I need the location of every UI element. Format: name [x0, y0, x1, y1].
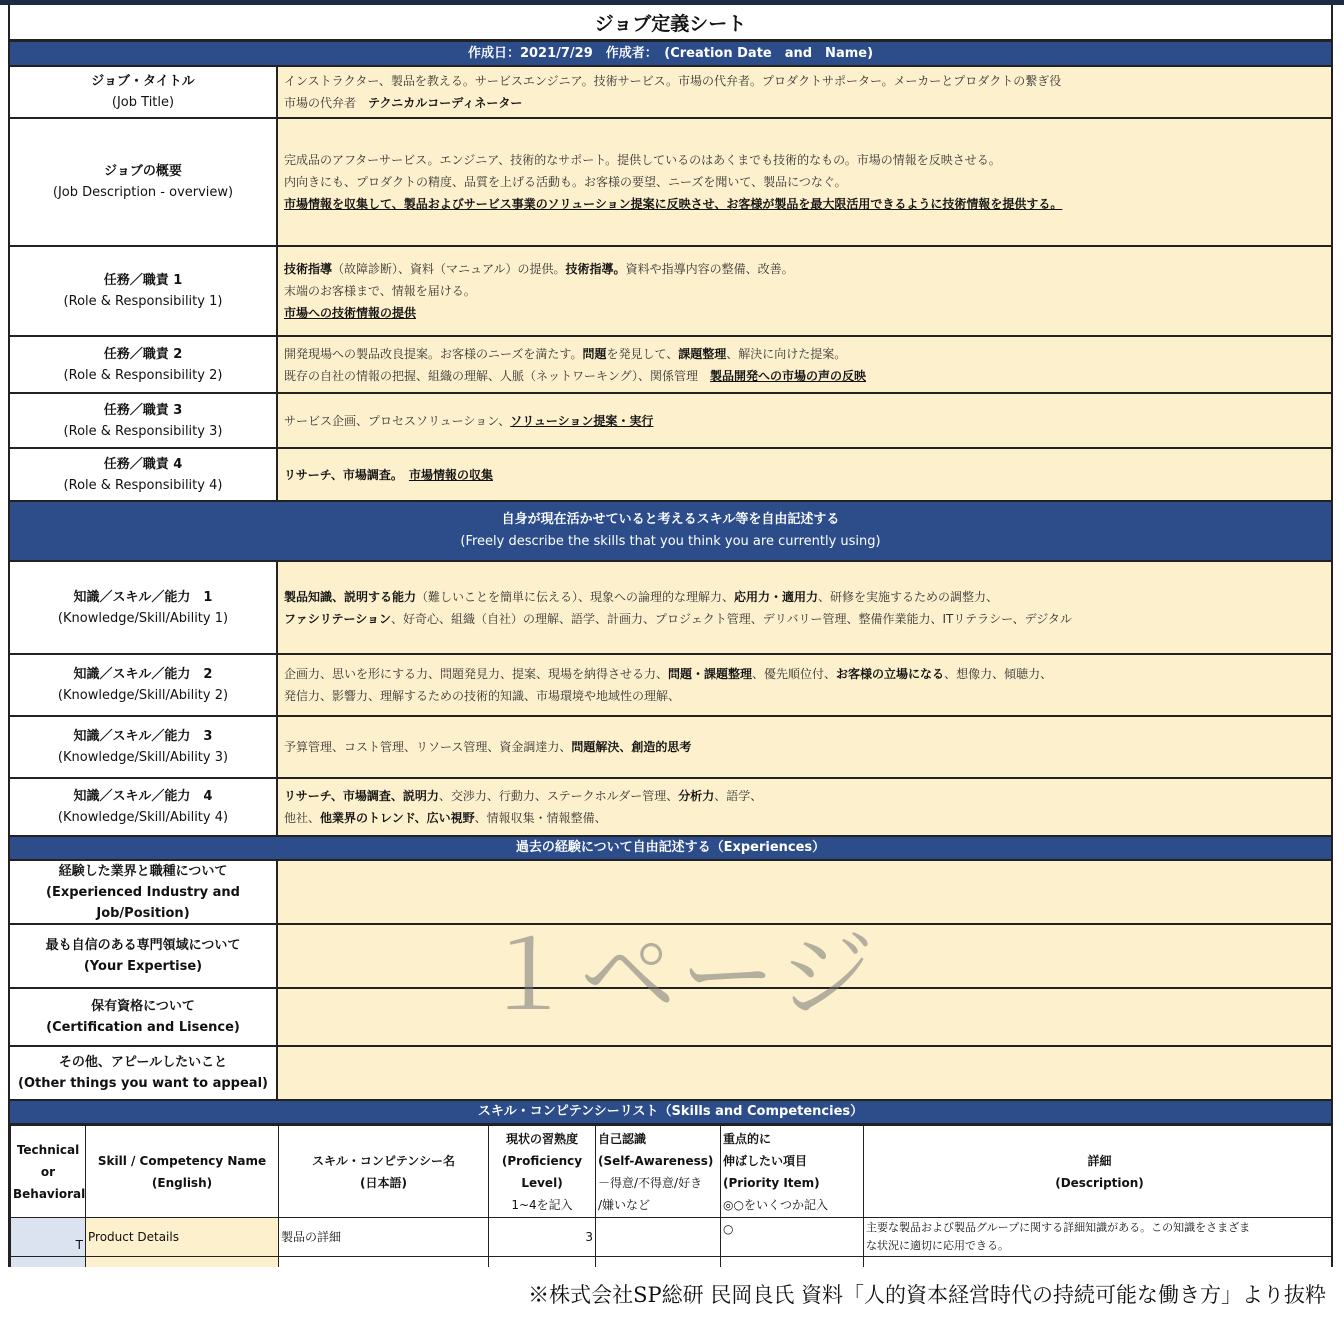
header-description: 詳細 (Description) — [864, 1126, 1334, 1218]
job-title-value[interactable] — [278, 67, 1331, 117]
expertise-row — [10, 925, 1331, 989]
header-skill-en: Skill / Competency Name (English) — [86, 1126, 279, 1218]
sheet-title: ジョブ定義シート — [10, 5, 1331, 42]
certification-value[interactable] — [278, 989, 1331, 1045]
role-2-value[interactable]: 開発現場への製品改良提案。お客様のニーズを満たす。問題を発見して、課題整理、解決に向けた提案。 既存の自社の情報の把握、組織の理解、人脈（ネットワーキング）、関係管理 製品開発への市場の声の反映 — [278, 337, 1331, 392]
ksa-1-value[interactable]: 製品知識、説明する能力（難しいことを簡単に伝える）、現象への論理的な理解力、応用力・適用力、研修を実施するための調整力、 ファシリテーション、好奇心、組織（自社）の理解、語学、計画力、プロジェクト管理、デリバリー管理、整備作業能力、ITリテラシー、デジタル — [278, 562, 1331, 653]
cell-description[interactable]: 主要な製品および製品グループに関する詳細知識がある。この知識をさまざま な状況に適切に応用できる。 — [864, 1218, 1334, 1257]
cell-self-awareness[interactable] — [596, 1257, 721, 1268]
certification-label: 保有資格について (Certification and Lisence) — [10, 989, 278, 1045]
ksa-3-label: 知識／スキル／能力 3 (Knowledge/Skill/Ability 3) — [10, 717, 278, 777]
header-self-awareness: 自己認識 (Self-Awareness) －得意/不得意/好き /嫌いなど — [596, 1126, 721, 1218]
appeal-label: その他、アピールしたいこと (Other things you want to appeal) — [10, 1047, 278, 1099]
ksa-2-label: 知識／スキル／能力 2 (Knowledge/Skill/Ability 2) — [10, 655, 278, 715]
role-1-row — [10, 247, 1331, 337]
role-2-row — [10, 337, 1331, 394]
cell-type[interactable] — [11, 1257, 86, 1268]
creation-date-band — [10, 42, 1331, 67]
header-type: Technical or Behavioral — [11, 1126, 86, 1218]
ksa-4-label: 知識／スキル／能力 4 (Knowledge/Skill/Ability 4) — [10, 779, 278, 835]
ksa-2-row — [10, 655, 1331, 717]
ksa-3-value[interactable]: 予算管理、コスト管理、リソース管理、資金調達力、問題解決、創造的思考 — [278, 717, 1331, 777]
cell-skill-en[interactable] — [86, 1257, 279, 1268]
cell-priority[interactable] — [721, 1257, 864, 1268]
source-footnote: ※株式会社SP総研 民岡良氏 資料「人的資本経営時代の持続可能な働き方」より抜粋 — [528, 1283, 1326, 1307]
job-title-line-2: 市場の代弁者 テクニカルコーディネーター — [284, 96, 523, 110]
cell-level[interactable] — [489, 1257, 596, 1268]
label-en: (Job Title) — [111, 95, 175, 110]
role-1-label: 任務／職責 1 (Role & Responsibility 1) — [10, 247, 278, 335]
role-3-row — [10, 394, 1331, 449]
role-4-row — [10, 449, 1331, 502]
cell-skill-ja[interactable]: 製品の詳細 — [279, 1218, 489, 1257]
ksa-3-row — [10, 717, 1331, 779]
role-4-label: 任務／職責 4 (Role & Responsibility 4) — [10, 449, 278, 500]
cell-type[interactable]: T — [11, 1218, 86, 1257]
certification-row — [10, 989, 1331, 1047]
cell-level[interactable]: 3 — [489, 1218, 596, 1257]
cell-skill-en[interactable]: Product Details — [86, 1218, 279, 1257]
cell-skill-ja[interactable] — [279, 1257, 489, 1268]
experience-industry-value[interactable] — [278, 861, 1331, 923]
ksa-4-value[interactable]: リサーチ、市場調査、説明力、交渉力、行動力、ステークホルダー管理、分析力、語学、 他社、他業界のトレンド、広い視野、情報収集・情報整備、 — [278, 779, 1331, 835]
header-skill-ja: スキル・コンピテンシー名 (日本語) — [279, 1126, 489, 1218]
ksa-1-label: 知識／スキル／能力 1 (Knowledge/Skill/Ability 1) — [10, 562, 278, 653]
creation-date-text: 作成日：2021/7/29 作成者： (Creation Date and Name) — [467, 45, 874, 61]
overview-value[interactable]: 完成品のアフターサービス。エンジニア、技術的なサポート。提供しているのはあくまでも技術的なもの。市場の情報を反映させる。 内向きにも、プロダクトの精度、品質を上げる活動も。お客様の要望、ニーズを聞いて、製品につなぐ。 市場情報を収集して、製品およびサービス事業のソリューション提案に反映させ、お客様が製品を最大限活用できるように技術情報を提供する。 — [278, 119, 1331, 245]
ksa-1-row — [10, 562, 1331, 655]
role-3-value[interactable]: サービス企画、プロセスソリューション、ソリューション提案・実行 — [278, 394, 1331, 447]
cell-self-awareness[interactable] — [596, 1218, 721, 1257]
cell-description[interactable] — [864, 1257, 1334, 1268]
header-proficiency: 現状の習熟度 (Proficiency Level) 1~4を記入 — [489, 1126, 596, 1218]
job-title-row — [10, 67, 1331, 119]
role-1-value[interactable]: 技術指導（故障診断）、資料（マニュアル）の提供。技術指導。資料や指導内容の整備、改善。 末端のお客様まで、情報を届ける。 市場への技術情報の提供 — [278, 247, 1331, 335]
header-priority: 重点的に 伸ばしたい項目 (Priority Item) ◎○をいくつか記入 — [721, 1126, 864, 1218]
label-ja: ジョブ・タイトル — [91, 74, 195, 89]
role-4-value[interactable]: リサーチ、市場調査。 市場情報の収集 — [278, 449, 1331, 500]
table-header-row — [11, 1126, 1334, 1218]
experiences-band: 過去の経験について自由記述する（Experiences） — [10, 837, 1331, 861]
appeal-value[interactable] — [278, 1047, 1331, 1099]
skills-free-band: 自身が現在活かせていると考えるスキル等を自由記述する (Freely describe the skills that you think you are currently using) — [10, 502, 1331, 562]
page-watermark: １ページ — [480, 920, 879, 1032]
job-title-line-1: インストラクター、製品を教える。サービスエンジニア。技術サービス。市場の代弁者。プロダクトサポーター。メーカーとプロダクトの繋ぎ役 — [284, 74, 1062, 88]
experience-industry-label: 経験した業界と職種について (Experienced Industry and Job/Position) — [10, 861, 278, 923]
cell-priority[interactable]: ○ — [721, 1218, 864, 1257]
skills-competencies-band: スキル・コンピテンシーリスト（Skills and Competencies） — [10, 1101, 1331, 1125]
overview-label: ジョブの概要 (Job Description - overview) — [10, 119, 278, 245]
expertise-value[interactable] — [278, 925, 1331, 987]
ksa-2-value[interactable]: 企画力、思いを形にする力、問題発見力、提案、現場を納得させる力、問題・課題整理、優先順位付、お客様の立場になる、想像力、傾聴力、 発信力、影響力、理解するための技術的知識、市場環境や地域性の理解、 — [278, 655, 1331, 715]
table-row — [11, 1257, 1334, 1268]
role-3-label: 任務／職責 3 (Role & Responsibility 3) — [10, 394, 278, 447]
expertise-label: 最も自信のある専門領域について (Your Expertise) — [10, 925, 278, 987]
skills-table — [10, 1125, 1333, 1267]
table-row — [11, 1218, 1334, 1257]
job-definition-sheet — [8, 5, 1333, 1267]
job-title-label — [10, 67, 278, 117]
overview-row — [10, 119, 1331, 247]
experience-industry-row — [10, 861, 1331, 925]
ksa-4-row — [10, 779, 1331, 837]
appeal-row — [10, 1047, 1331, 1101]
role-2-label: 任務／職責 2 (Role & Responsibility 2) — [10, 337, 278, 392]
